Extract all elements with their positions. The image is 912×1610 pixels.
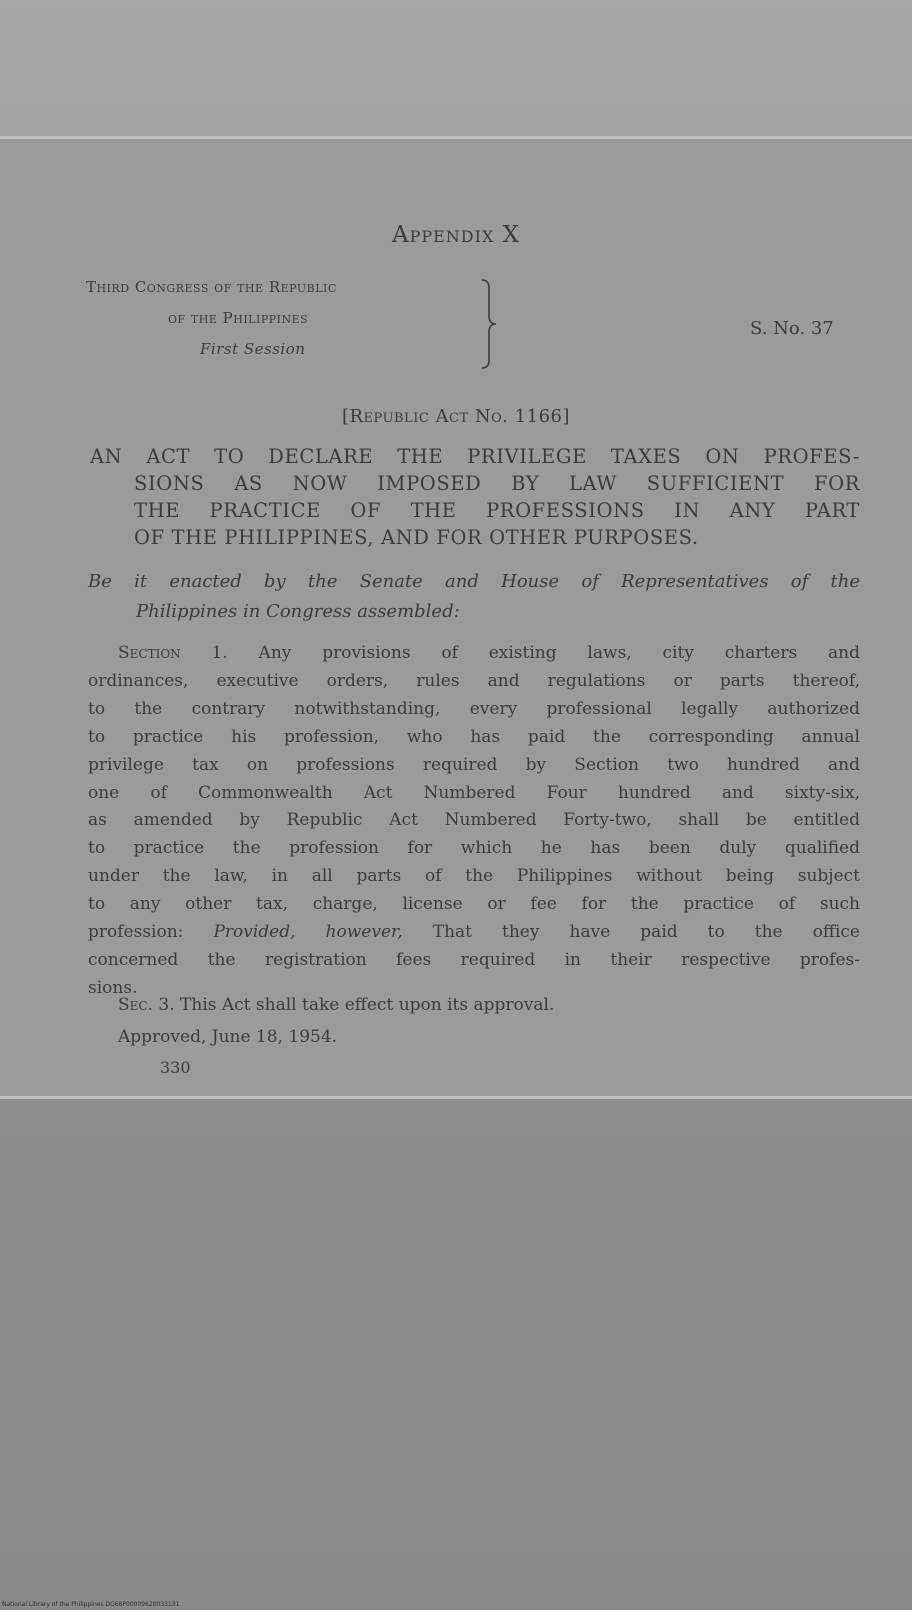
act-title-line: OF THE PHILIPPINES, AND FOR OTHER PURPOSES. <box>134 526 699 549</box>
congress-line-2: of the Philippines <box>168 309 309 327</box>
senate-bill-number: S. No. 37 <box>750 318 834 339</box>
act-title <box>90 443 860 551</box>
section-1-line: to the contrary notwithstanding, every professional legally authorized <box>88 698 860 719</box>
right-brace-icon <box>480 278 500 370</box>
section-1-first-line: Any provisions of existing laws, city charters and <box>258 643 861 663</box>
congress-line-1: Third Congress of the Republic <box>86 278 337 296</box>
act-title-line: THE PRACTICE OF THE PROFESSIONS IN ANY PART <box>134 499 860 522</box>
section-1-line: to any other tax, charge, license or fee for the practice of such <box>88 894 860 915</box>
session-label: First Session <box>200 340 306 358</box>
appendix-heading: Appendix X <box>391 222 521 248</box>
approval-date: Approved, June 18, 1954. <box>118 1027 338 1047</box>
section-1 <box>88 640 860 1003</box>
section-1-line: privilege tax on professions required by Section two hundred and <box>88 754 860 775</box>
enacting-clause <box>88 567 860 627</box>
section-3-text: This Act shall take effect upon its approval. <box>180 995 555 1015</box>
section-1-line: to practice the profession for which he has been duly qualified <box>88 838 860 859</box>
act-title-line: AN ACT TO DECLARE THE PRIVILEGE TAXES ON PROFES- <box>90 445 860 468</box>
section-1-line: concerned the registration fees required in their respective profes- <box>88 949 860 970</box>
section-3 <box>118 995 554 1015</box>
section-1-line <box>88 640 860 668</box>
proviso-italic: Provided, however, <box>213 922 403 943</box>
section-1-line: ordinances, executive orders, rules and regulations or parts thereof, <box>88 670 860 691</box>
enacting-line: Philippines in Congress assembled: <box>136 601 460 622</box>
enacting-line: Be it enacted by the Senate and House of Representatives of the <box>88 571 860 592</box>
act-title-line: SIONS AS NOW IMPOSED BY LAW SUFFICIENT FOR <box>134 472 860 495</box>
scan-credit: National Library of the Philippines DG68P00009620033131 <box>2 1601 180 1608</box>
proviso-rest: That they have paid to the office <box>432 922 860 943</box>
section-3-label: Sec. 3. <box>118 995 175 1015</box>
section-1-line: as amended by Republic Act Numbered Forty-two, shall be entitled <box>88 810 860 831</box>
section-1-line: under the law, in all parts of the Philippines without being subject <box>88 866 860 887</box>
section-1-line: to practice his profession, who has paid the corresponding annual <box>88 726 860 747</box>
section-1-proviso-line <box>88 919 860 947</box>
republic-act-number: [Republic Act No. 1166] <box>341 406 571 427</box>
section-1-label: Section 1. <box>118 643 228 663</box>
section-1-line: sions. <box>88 977 138 998</box>
section-1-line: one of Commonwealth Act Numbered Four hundred and sixty-six, <box>88 782 860 803</box>
page-number: 330 <box>160 1058 191 1077</box>
proviso-lead: profession: <box>88 922 184 943</box>
